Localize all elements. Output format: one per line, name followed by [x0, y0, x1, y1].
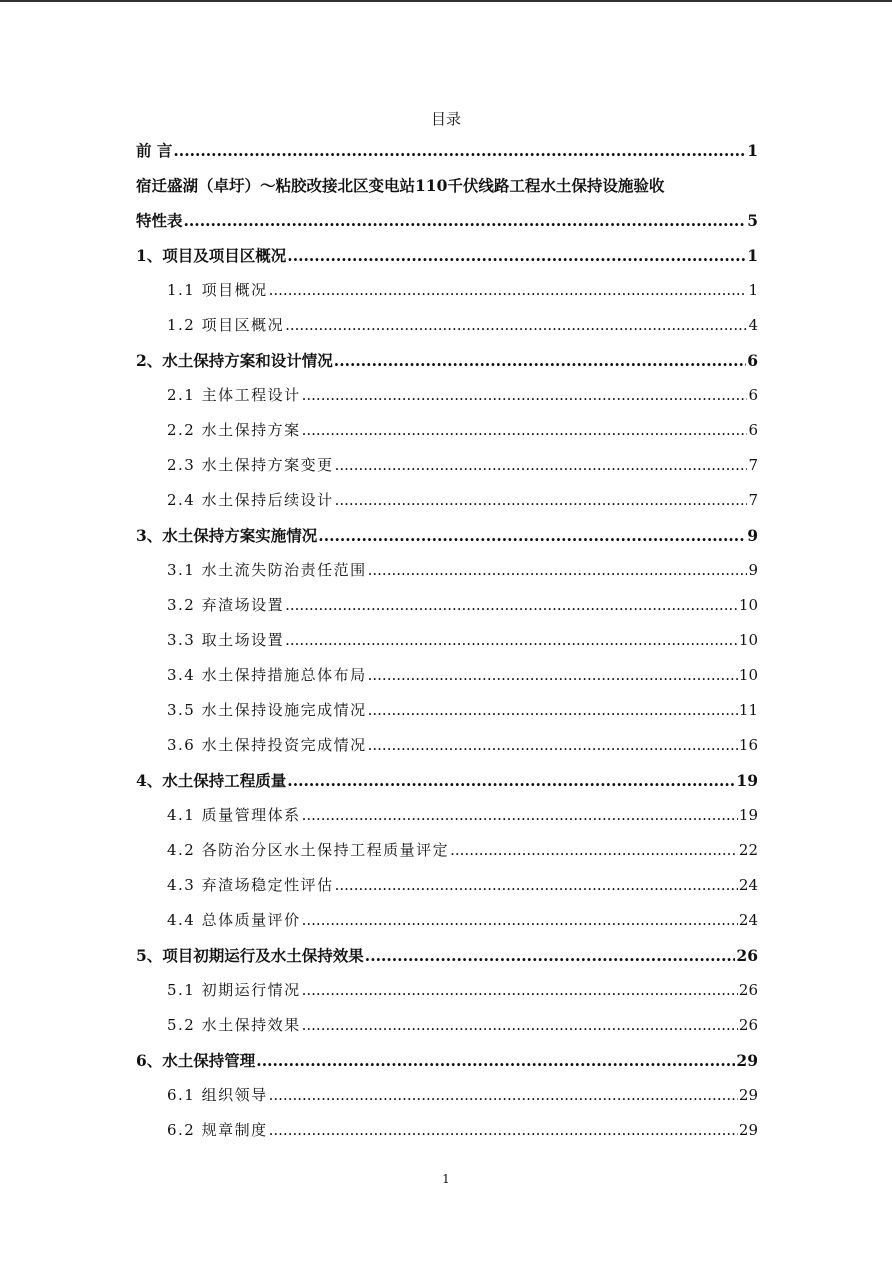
toc-entry[interactable]	[136, 238, 758, 273]
toc-entry[interactable]	[136, 658, 758, 693]
toc-entry[interactable]	[136, 693, 758, 728]
toc-entry-label: 2.1 主体工程设计	[167, 386, 301, 404]
toc-entry[interactable]	[136, 763, 758, 798]
toc-entry-label: 2.4 水土保持后续设计	[167, 491, 334, 509]
toc-dot-leader	[335, 868, 738, 903]
toc-entry-page: 10	[738, 631, 758, 649]
toc-entry-label: 2、水土保持方案和设计情况	[136, 351, 333, 370]
toc-entry[interactable]	[136, 448, 758, 483]
toc-entry-page: 1	[747, 141, 758, 160]
toc-entry[interactable]	[136, 518, 758, 553]
toc-entry-label: 6.2 规章制度	[167, 1121, 268, 1139]
toc-entry-page: 29	[736, 1051, 758, 1070]
toc-entry-label: 3.6 水土保持投资完成情况	[167, 736, 367, 754]
toc-entry[interactable]	[136, 903, 758, 938]
toc-dot-leader	[285, 308, 747, 343]
toc-entry-label: 6.1 组织领导	[167, 1086, 268, 1104]
toc-entry-label: 4.3 弃渣场稳定性评估	[167, 876, 334, 894]
toc-dot-leader	[334, 343, 746, 378]
toc-entry-label: 4.2 各防治分区水土保持工程质量评定	[167, 841, 450, 859]
table-of-contents	[136, 133, 758, 1148]
toc-dot-leader	[173, 133, 746, 168]
toc-entry-label: 3.5 水土保持设施完成情况	[167, 701, 367, 719]
toc-entry-page: 1	[747, 246, 758, 265]
toc-entry-page: 6	[748, 386, 758, 404]
toc-dot-leader	[302, 413, 748, 448]
toc-dot-leader	[285, 588, 738, 623]
toc-entry[interactable]	[136, 378, 758, 413]
toc-entry-page: 29	[738, 1121, 758, 1139]
toc-entry-page: 22	[738, 841, 758, 859]
toc-entry[interactable]	[136, 273, 758, 308]
toc-entry-label: 特性表	[136, 211, 183, 230]
toc-entry-page: 10	[738, 596, 758, 614]
toc-entry[interactable]	[136, 973, 758, 1008]
toc-entry-label: 4.1 质量管理体系	[167, 806, 301, 824]
toc-entry-page: 26	[738, 981, 758, 999]
toc-title: 目录	[430, 110, 461, 128]
toc-entry-page: 6	[747, 351, 758, 370]
toc-entry-label: 3.2 弃渣场设置	[167, 596, 285, 614]
toc-entry[interactable]	[136, 588, 758, 623]
toc-entry-label: 5.2 水土保持效果	[167, 1016, 301, 1034]
toc-entry[interactable]	[136, 168, 758, 203]
toc-entry-label: 5、项目初期运行及水土保持效果	[136, 946, 364, 965]
toc-entry[interactable]	[136, 938, 758, 973]
toc-entry-page: 6	[748, 421, 758, 439]
toc-dot-leader	[368, 658, 738, 693]
toc-dot-leader	[450, 833, 738, 868]
toc-entry-label: 宿迁盛湖（卓圩）～粘胶改接北区变电站110千伏线路工程水土保持设施验收	[136, 176, 665, 195]
toc-entry-label: 1、项目及项目区概况	[136, 246, 287, 265]
toc-entry-page: 7	[748, 456, 758, 474]
toc-entry-label: 2.2 水土保持方案	[167, 421, 301, 439]
toc-entry-page: 29	[738, 1086, 758, 1104]
toc-entry-page: 11	[738, 701, 758, 719]
toc-dot-leader	[368, 728, 738, 763]
toc-dot-leader	[335, 483, 748, 518]
toc-entry-page: 24	[738, 911, 758, 929]
toc-entry-label: 2.3 水土保持方案变更	[167, 456, 334, 474]
toc-entry[interactable]	[136, 623, 758, 658]
toc-entry-page: 19	[736, 771, 758, 790]
toc-entry[interactable]	[136, 343, 758, 378]
toc-entry-label: 前 言	[136, 141, 173, 160]
toc-entry-label: 3.1 水土流失防治责任范围	[167, 561, 367, 579]
toc-entry[interactable]	[136, 833, 758, 868]
toc-entry[interactable]	[136, 1043, 758, 1078]
toc-entry-page: 5	[747, 211, 758, 230]
toc-entry-page: 19	[738, 806, 758, 824]
toc-entry-label: 1.2 项目区概况	[167, 316, 285, 334]
toc-entry-page: 26	[738, 1016, 758, 1034]
toc-entry-label: 4.4 总体质量评价	[167, 911, 301, 929]
toc-dot-leader	[302, 903, 738, 938]
toc-entry-label: 5.1 初期运行情况	[167, 981, 301, 999]
toc-entry-label: 3.4 水土保持措施总体布局	[167, 666, 367, 684]
toc-entry[interactable]	[136, 203, 758, 238]
toc-entry[interactable]	[136, 308, 758, 343]
toc-entry-page: 10	[738, 666, 758, 684]
toc-dot-leader	[318, 518, 746, 553]
toc-entry[interactable]	[136, 728, 758, 763]
toc-entry-page: 24	[738, 876, 758, 894]
toc-entry-page: 1	[748, 281, 758, 299]
toc-entry-page: 7	[748, 491, 758, 509]
toc-entry[interactable]	[136, 798, 758, 833]
toc-entry-page: 4	[748, 316, 758, 334]
page-number: 1	[442, 1172, 450, 1186]
toc-entry[interactable]	[136, 553, 758, 588]
toc-entry[interactable]	[136, 868, 758, 903]
toc-entry[interactable]	[136, 1113, 758, 1148]
toc-dot-leader	[335, 448, 748, 483]
toc-entry-page: 16	[738, 736, 758, 754]
toc-dot-leader	[285, 623, 738, 658]
toc-entry-label: 3、水土保持方案实施情况	[136, 526, 318, 545]
toc-entry-page: 9	[747, 526, 758, 545]
toc-dot-leader	[287, 238, 746, 273]
toc-dot-leader	[302, 1008, 738, 1043]
toc-dot-leader	[368, 693, 738, 728]
toc-dot-leader	[269, 273, 748, 308]
toc-dot-leader	[302, 798, 738, 833]
toc-dot-leader	[365, 938, 736, 973]
toc-entry-label: 4、水土保持工程质量	[136, 771, 287, 790]
toc-dot-leader	[184, 203, 747, 238]
toc-dot-leader	[269, 1078, 738, 1113]
toc-dot-leader	[256, 1043, 735, 1078]
toc-dot-leader	[368, 553, 748, 588]
toc-dot-leader	[287, 763, 735, 798]
toc-entry-label: 3.3 取土场设置	[167, 631, 285, 649]
toc-entry[interactable]	[136, 483, 758, 518]
toc-entry-page: 26	[736, 946, 758, 965]
toc-dot-leader	[302, 973, 738, 1008]
toc-entry-label: 1.1 项目概况	[167, 281, 268, 299]
toc-entry[interactable]	[136, 1008, 758, 1043]
toc-entry[interactable]	[136, 1078, 758, 1113]
toc-entry[interactable]	[136, 413, 758, 448]
toc-entry-label: 6、水土保持管理	[136, 1051, 256, 1070]
toc-entry-page: 9	[748, 561, 758, 579]
toc-dot-leader	[269, 1113, 738, 1148]
toc-dot-leader	[302, 378, 748, 413]
toc-entry[interactable]	[136, 133, 758, 168]
